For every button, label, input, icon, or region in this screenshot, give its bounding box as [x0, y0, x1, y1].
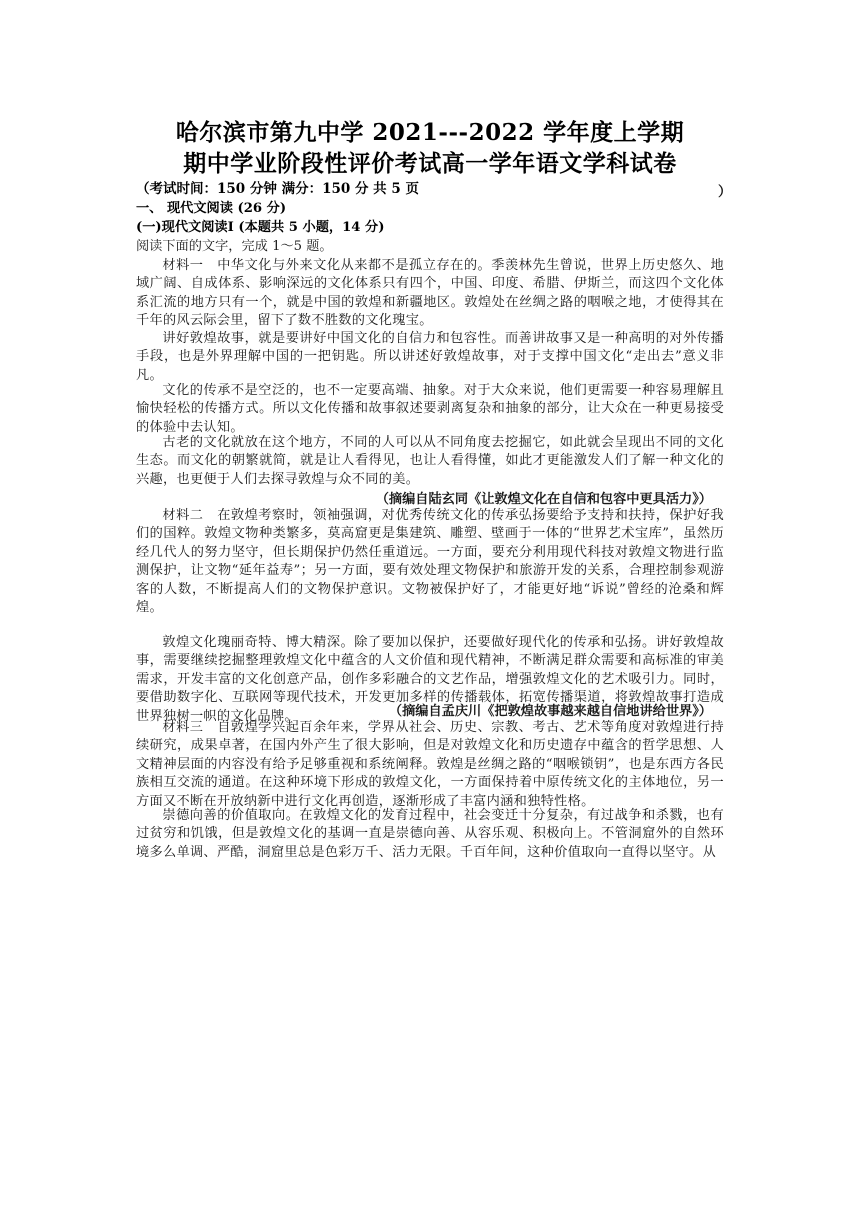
material2-paragraph-1: 材料二 在敦煌考察时，领袖强调，对优秀传统文化的传承弘扬要给予支持和扶持，保护好我们的国粹。敦煌文物种类繁多，莫高窟更是集建筑、雕塑、壁画于一体的“世界艺术宝库”，虽然历经几代人的努力坚守，但长期保护仍然任重道远。一方面，要充分利用现代科技对敦煌文物进行监测保护，让文物“延年益寿”；另一方面，要有效处理文物保护和旅游开发的关系，合理控制参观游客的人数，不断提高人们的文物保护意识。文物被保护好了，才能更好地“诉说”曾经的沧桑和辉煌。	[136, 508, 724, 616]
exam-info: （考试时间：150 分钟 满分：150 分 共 5 页	[136, 181, 419, 197]
material1-paragraph-2: 讲好敦煌故事，就是要讲好中国文化的自信力和包容性。而善讲故事又是一种高明的对外传播手段，也是外界理解中国的一把钥匙。所以讲述好敦煌故事，对于支撑中国文化“走出去”意义非凡。	[136, 331, 724, 383]
material1-paragraph-3: 文化的传承不是空泛的，也不一定要高端、抽象。对于大众来说，他们更需要一种容易理解且愉快轻松的传播方式。所以文化传播和故事叙述要剥离复杂和抽象的部分，让大众在一种更易接受的体验中去认知。	[136, 383, 724, 435]
exam-title-line-1: 哈尔滨市第九中学 2021---2022 学年度上学期	[175, 119, 685, 146]
exam-title-line-2: 期中学业阶段性评价考试高一学年语文学科试卷	[183, 150, 677, 177]
exam-info-close: ）	[718, 184, 732, 200]
instruction-text: 阅读下面的文字，完成 1～5 题。	[136, 239, 333, 254]
material3-paragraph-1: 材料三 自敦煌学兴起百余年来，学界从社会、历史、宗教、考古、艺术等角度对敦煌进行持续研究，成果卓著，在国内外产生了很大影响，但是对敦煌文化和历史遗存中蕴含的哲学思想、人文精神层面的内容没有给予足够重视和系统阐释。敦煌是丝绸之路的“咽喉锁钥”，也是东西方各民族相互交流的通道。在这种环境下形成的敦煌文化，一方面保持着中原传统文化的主体地位，另一方面又不断在开放纳新中进行文化再创造，逐渐形成了丰富内涵和独特性格。	[136, 720, 724, 809]
material1-paragraph-4: 古老的文化就放在这个地方，不同的人可以从不同角度去挖掘它，如此就会呈现出不同的文化生态。而文化的朝繁就简，就是让人看得见，也让人看得懂，如此才更能激发人们了解一种文化的兴趣，也更便于人们去探寻敦煌与众不同的美。	[136, 435, 724, 487]
section-heading-part1: 一、 现代文阅读 (26 分)	[136, 201, 287, 216]
material3-paragraph-2: 崇德向善的价值取向。在敦煌文化的发育过程中，社会变迁十分复杂，有过战争和杀戮，也有过贫穷和饥饿，但是敦煌文化的基调一直是崇德向善、从容乐观、积极向上。不管洞窟外的自然环境多么单调、严酷，洞窟里总是色彩万千、活力无限。千百年间，这种价值取向一直得以坚守。从	[136, 808, 724, 860]
material1-paragraph-1: 材料一 中华文化与外来文化从来都不是孤立存在的。季羡林先生曾说，世界上历史悠久、地域广阔、自成体系、影响深远的文化体系只有四个，中国、印度、希腊、伊斯兰，而这四个文化体系汇流的地方只有一个，就是中国的敦煌和新疆地区。敦煌处在丝绸之路的咽喉之地，才使得其在千年的风云际会里，留下了数不胜数的文化瑰宝。	[136, 258, 724, 329]
material2-source: （摘编自孟庆川《把敦煌故事越来越自信地讲给世界》）	[388, 704, 712, 719]
material2-paragraph-2: 敦煌文化瑰丽奇特、博大精深。除了要加以保护，还要做好现代化的传承和弘扬。讲好敦煌故事，需要继续挖掘整理敦煌文化中蕴含的人文价值和现代精神，不断满足群众需要和高标准的审美需求，开发丰富的文化创意产品，创作多彩融合的文艺作品，增强敦煌文化的艺术吸引力。同时，要借助数字化、互联网等现代技术，开发更加多样的传播载体，拓宽传播渠道，将敦煌故事打造成世界独树一帜的文化品牌。	[136, 635, 724, 724]
section-subheading: (一)现代文阅读Ⅰ (本题共 5 小题，14 分)	[136, 220, 385, 235]
material1-source: （摘编自陆玄同《让敦煌文化在自信和包容中更具活力》）	[375, 492, 712, 507]
